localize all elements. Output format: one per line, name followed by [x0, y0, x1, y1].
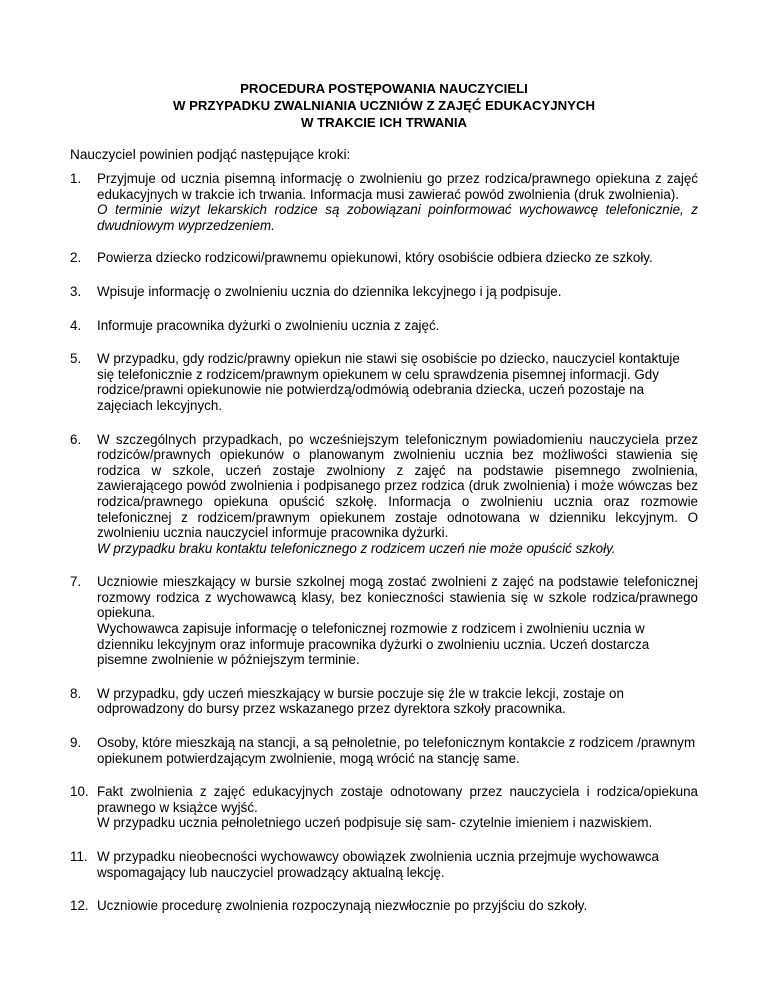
- list-item-number: 9.: [70, 735, 82, 751]
- list-item-note: W przypadku braku kontaktu telefonicznego z rodzicem uczeń nie może opuścić szkoły.: [97, 540, 616, 556]
- list-item: [70, 250, 698, 266]
- list-item-body: [97, 432, 698, 557]
- list-item-body: [97, 898, 698, 914]
- list-item: [70, 171, 698, 233]
- list-item-paragraph: Uczniowie mieszkający w bursie szkolnej mogą zostać zwolnieni z zajęć na podstawie telefonicznej rozmowy rodzica z wychowawcą klasy, bez konieczności stawienia się w szkole rodzica/prawnego opiekuna.: [97, 574, 698, 621]
- list-item-paragraph: Wychowawca zapisuje informację o telefonicznej rozmowie z rodzicem i zwolnieniu ucznia w dzienniku lekcyjnym oraz informuje pracownika dyżurki o zwolnieniu ucznia. Uczeń dostarcza pisemne zwolnienie w późniejszym terminie.: [97, 621, 650, 668]
- intro-text: Nauczyciel powinien podjąć następujące kroki:: [70, 147, 351, 162]
- list-item-paragraph: W przypadku nieobecności wychowawcy obowiązek zwolnienia ucznia przejmuje wychowawca wspomagający lub nauczyciel prowadzący aktualną lekcję.: [97, 849, 659, 880]
- list-item-body: [97, 318, 698, 334]
- title-line-3: W TRAKCIE ICH TRWANIA: [300, 115, 468, 130]
- list-item-body: [97, 735, 698, 766]
- list-item-number: 3.: [70, 283, 82, 299]
- list-item-body: [97, 574, 698, 668]
- list-item-body: [97, 849, 698, 880]
- list-item: [70, 686, 698, 717]
- list-item-body: [97, 351, 698, 413]
- title-line-2: W PRZYPADKU ZWALNIANIA UCZNIÓW Z ZAJĘĆ EDUKACYJNYCH: [173, 98, 595, 113]
- list-item-number: 4.: [70, 317, 82, 333]
- document-title: [0, 80, 768, 131]
- procedure-list: [70, 171, 698, 914]
- list-item-paragraph: W przypadku, gdy uczeń mieszkający w bursie poczuje się źle w trakcie lekcji, zostaje on odprowadzony do bursy przez wskazanego przez dyrektora szkoły pracownika.: [97, 685, 624, 717]
- list-item-body: [97, 171, 698, 233]
- list-item-number: 7.: [70, 574, 82, 590]
- list-item-paragraph: Fakt zwolnienia z zajęć edukacyjnych zostaje odnotowany przez nauczyciela i rodzica/opiekuna prawnego w książce wyjść.: [97, 784, 698, 815]
- list-item-number: 1.: [70, 171, 82, 186]
- list-item: [70, 432, 698, 557]
- list-item-body: [97, 250, 698, 266]
- list-item-note: O terminie wizyt lekarskich rodzice są zobowiązani poinformować wychowawcę telefonicznie, z dwudniowym wyprzedzeniem.: [97, 202, 698, 233]
- list-item: [70, 849, 698, 880]
- list-item: [70, 574, 698, 668]
- list-item: [70, 351, 698, 413]
- list-item-body: [97, 784, 698, 831]
- list-item-number: 11.: [70, 849, 88, 864]
- list-item: [70, 784, 698, 831]
- list-item: [70, 898, 698, 914]
- list-item: [70, 284, 698, 300]
- list-item-paragraph: Informuje pracownika dyżurki o zwolnieniu ucznia z zajęć.: [97, 317, 440, 333]
- list-item-number: 8.: [70, 685, 82, 701]
- list-item-number: 5.: [70, 351, 82, 367]
- list-item-body: [97, 686, 698, 717]
- list-item-paragraph: Wpisuje informację o zwolnieniu ucznia do dziennika lekcyjnego i ją podpisuje.: [97, 283, 562, 299]
- list-item-paragraph: Powierza dziecko rodzicowi/prawnemu opiekunowi, który osobiście odbiera dziecko ze szkoły.: [97, 250, 653, 266]
- list-item-paragraph: W przypadku ucznia pełnoletniego uczeń podpisuje się sam- czytelnie imieniem i nazwiskiem.: [97, 815, 653, 831]
- list-item: [70, 735, 698, 766]
- list-item-number: 2.: [70, 250, 82, 266]
- list-item-number: 12.: [70, 898, 89, 914]
- list-item-paragraph: W przypadku, gdy rodzic/prawny opiekun nie stawi się osobiście po dziecko, nauczyciel kontaktuje się telefonicznie z rodzicem/prawnym opiekunem w celu sprawdzenia pisemnej informacji. Gdy rodzice/prawni opiekunowie nie potwierdzą/odmówią odebrania dziecka, uczeń pozostaje na zajęciach lekcyjnych.: [97, 351, 680, 413]
- list-item-number: 10.: [70, 784, 89, 800]
- list-item-paragraph: Osoby, które mieszkają na stancji, a są pełnoletnie, po telefonicznym kontakcie z rodzicem /prawnym opiekunem potwierdzającym zwolnienie, mogą wrócić na stancję same.: [97, 735, 696, 766]
- list-item-body: [97, 284, 698, 300]
- list-item-paragraph: Przyjmuje od ucznia pisemną informację o zwolnieniu go przez rodzica/prawnego opiekuna z zajęć edukacyjnych w trakcie ich trwania. Informacja musi zawierać powód zwolnienia (druk zwolnienia).: [97, 171, 698, 202]
- list-item-paragraph: Uczniowie procedurę zwolnienia rozpoczynają niezwłocznie po przyjściu do szkoły.: [97, 898, 588, 914]
- list-item: [70, 318, 698, 334]
- title-line-1: PROCEDURA POSTĘPOWANIA NAUCZYCIELI: [240, 81, 528, 96]
- list-item-number: 6.: [70, 431, 82, 447]
- list-item-paragraph: W szczególnych przypadkach, po wcześniejszym telefonicznym powiadomieniu nauczyciela przez rodziców/prawnych opiekunów o planowanym zwolnieniu ucznia bez możliwości stawienia się rodzica w szkole, uczeń zostaje zwolniony z zajęć na podstawie pisemnego zwolnienia, zawierającego powód zwolnienia i podpisanego przez rodzica (druk zwolnienia) i może wówczas bez rodzica/prawnego opiekuna opuścić szkołę. Informacja o zwolnieniu ucznia oraz rozmowie telefonicznej z rodzicem/prawnym opiekunem zostaje odnotowana w dzienniku lekcyjnym. O zwolnieniu ucznia nauczyciel informuje pracownika dyżurki.: [97, 431, 698, 541]
